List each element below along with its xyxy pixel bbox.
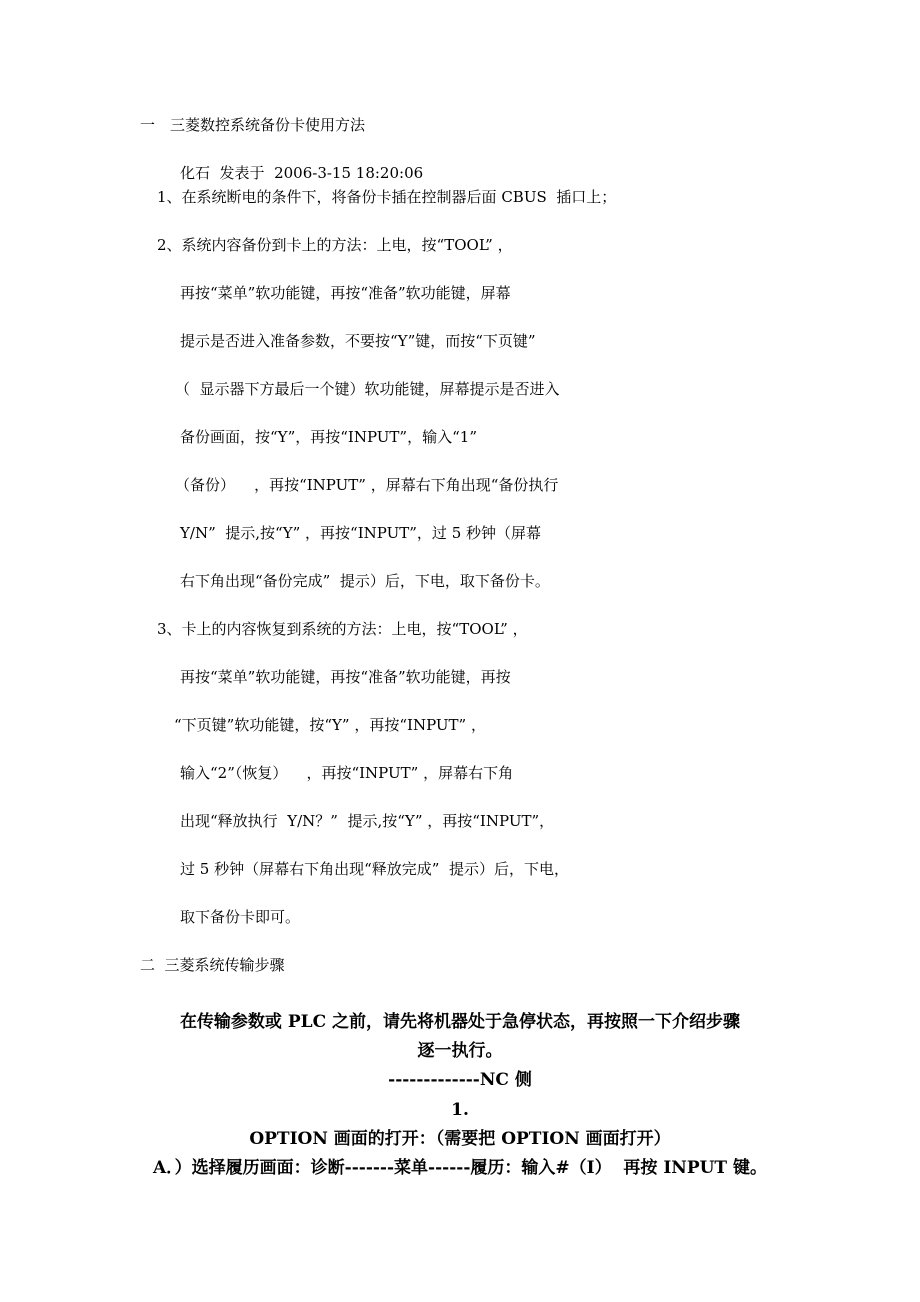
step2-line: （备份） ，再按“INPUT” ，屏幕右下角出现“备份执行 — [175, 476, 559, 494]
step2-line: 再按“菜单”软功能键，再按“准备”软功能键，屏幕 — [180, 284, 511, 302]
nc-side-heading: -------------NC 侧 — [388, 1070, 532, 1090]
step3-head: 3、卡上的内容恢复到系统的方法：上电，按“TOOL” ， — [157, 620, 528, 638]
notice-line-2: 逐一执行。 — [417, 1041, 503, 1061]
step3-line: 过 5 秒钟（屏幕右下角出现“释放完成” 提示）后，下电， — [180, 860, 569, 878]
notice-line-1: 在传输参数或 PLC 之前，请先将机器处于急停状态，再按照一下介绍步骤 — [179, 1012, 741, 1032]
step2-line: （ 显示器下方最后一个键）软功能键，屏幕提示是否进入 — [175, 380, 560, 398]
step3-line: 取下备份卡即可。 — [180, 908, 301, 926]
step3-line: 输入“2”（恢复） ，再按“INPUT” ，屏幕右下角 — [180, 764, 514, 782]
step-number: 1. — [451, 1100, 469, 1120]
byline: 化石 发表于 2006-3-15 18:20:06 — [180, 164, 424, 182]
step3-line: 再按“菜单”软功能键，再按“准备”软功能键，再按 — [180, 668, 511, 686]
section1-title: 一 三菱数控系统备份卡使用方法 — [140, 116, 366, 134]
step2-line: Y/N” 提示,按“Y” ，再按“INPUT”，过 5 秒钟（屏幕 — [180, 524, 542, 542]
section2-title: 二 三菱系统传输步骤 — [140, 956, 285, 974]
option-title: OPTION 画面的打开：（需要把 OPTION 画面打开） — [249, 1129, 671, 1149]
step3-line: “下页键”软功能键，按“Y” ，再按“INPUT” ， — [174, 716, 486, 734]
step-a: A．）选择履历画面：诊断-------菜单------履历：输入#（I） 再按 INPUT 键。 — [152, 1158, 768, 1178]
step2-line: 右下角出现“备份完成” 提示）后，下电，取下备份卡。 — [180, 572, 550, 590]
step2-head: 2、系统内容备份到卡上的方法：上电，按“TOOL” ， — [157, 236, 513, 254]
step1: 1、在系统断电的条件下，将备份卡插在控制器后面 CBUS 插口上； — [157, 188, 617, 206]
step2-line: 提示是否进入准备参数，不要按“Y”键，而按“下页键” — [180, 332, 536, 350]
step3-line: 出现“释放执行 Y/N？” 提示,按“Y” ，再按“INPUT”， — [180, 812, 555, 830]
step2-line: 备份画面，按“Y”，再按“INPUT”，输入“1” — [180, 428, 477, 446]
